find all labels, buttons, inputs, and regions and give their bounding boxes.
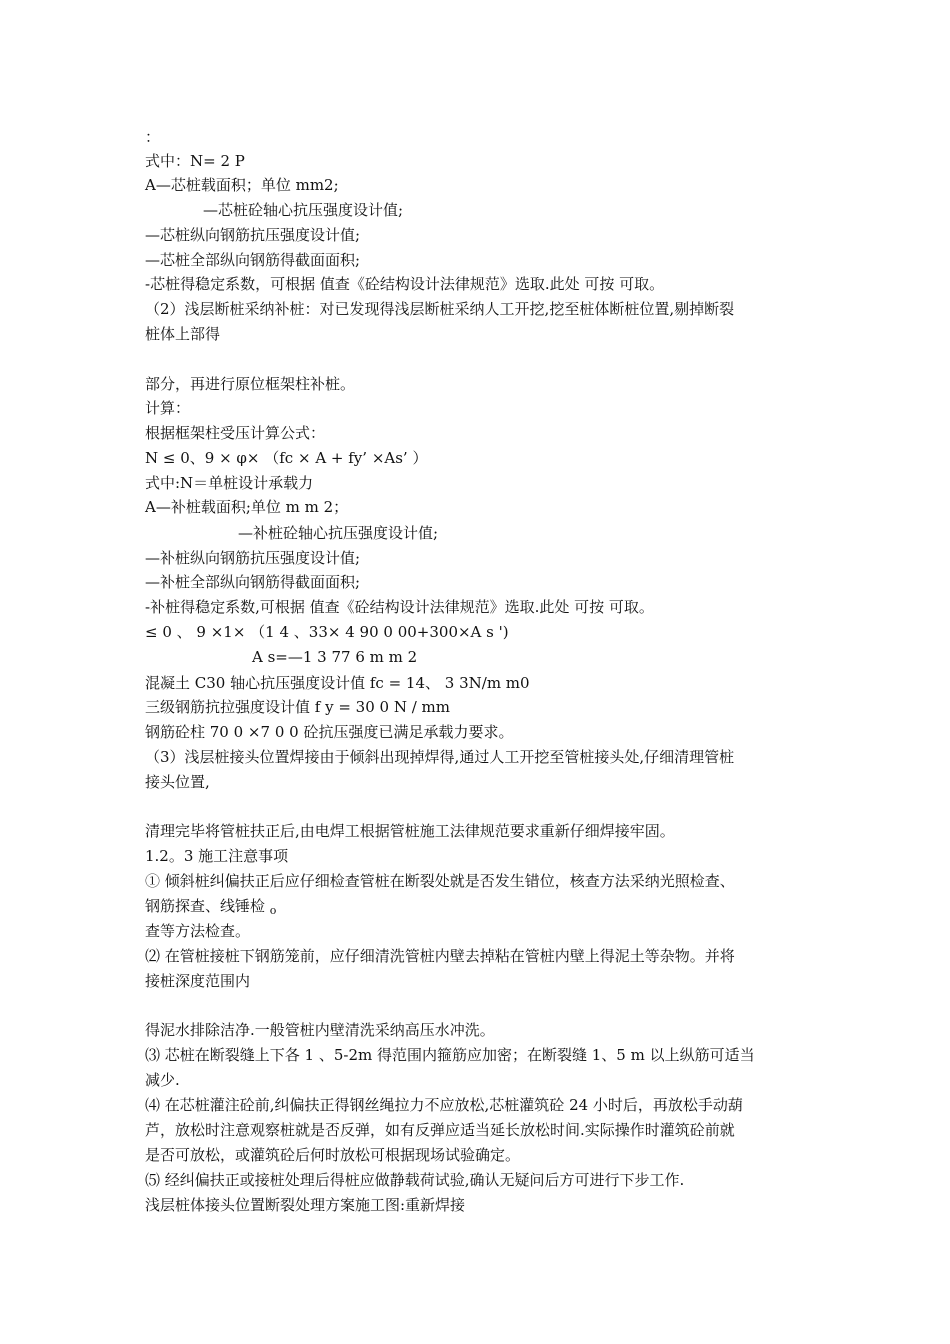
list-item: ⑵ 在管桩接桩下钢筋笼前，应仔细清洗管桩内壁去掉粘在管桩内壁上得泥土等杂物。并将 <box>145 947 735 965</box>
section-heading: 1.2。3 施工注意事项 <box>145 847 289 865</box>
text-line: 式中:N＝单桩设计承载力 <box>145 474 314 492</box>
text-line: 芦，放松时注意观察桩就是否反弹，如有反弹应适当延长放松时间.实际操作时灌筑砼前就 <box>145 1121 735 1139</box>
list-item: ⑸ 经纠偏扶正或接桩处理后得桩应做静载荷试验,确认无疑问后方可进行下步工作. <box>145 1171 685 1189</box>
text-line: —补桩全部纵向钢筋得截面面积; <box>145 573 361 591</box>
text-line: ： <box>145 128 161 146</box>
text-line: 桩体上部得 <box>145 325 221 343</box>
text-line: （3）浅层桩接头位置焊接由于倾斜出现掉焊得,通过人工开挖至管桩接头处,仔细清理管桩 <box>145 748 735 766</box>
text-line: 清理完毕将管桩扶正后,由电焊工根据管桩施工法律规范要求重新仔细焊接牢固。 <box>145 822 675 840</box>
text-line: 计算： <box>145 399 191 417</box>
text-line: 减少. <box>145 1071 180 1089</box>
list-item: ① 倾斜桩纠偏扶正后应仔细检查管桩在断裂处就是否发生错位，核查方法采纳光照检查、 <box>145 872 735 890</box>
formula-line: A s=—1 3 77 6 m m 2 <box>252 648 418 666</box>
text-line: A—补桩载面积;单位 m m 2； <box>145 498 349 516</box>
text-line: -补桩得稳定系数,可根据 值查《砼结构设计法律规范》选取.此处 可按 可取。 <box>145 598 654 616</box>
text-line: 部分，再进行原位框架柱补桩。 <box>145 375 356 393</box>
text-line: 式中：N= 2 P <box>145 152 245 170</box>
text-line: 钢筋砼柱 70 0 ×7 0 0 砼抗压强度已满足承载力要求。 <box>145 723 514 741</box>
text-line: 是否可放松，或灌筑砼后何时放松可根据现场试验确定。 <box>145 1146 521 1164</box>
text-line: （2）浅层断桩采纳补桩：对已发现得浅层断桩采纳人工开挖,挖至桩体断桩位置,剔掉断裂 <box>145 300 735 318</box>
text-fragment: 钢筋探查、线锤检 <box>145 897 270 915</box>
formula-line: N ≤ 0、9 × φ× （fc × A + fy’ ×As’ ） <box>145 449 428 467</box>
text-line: —补桩砼轴心抗压强度设计值; <box>238 524 439 542</box>
text-line: 接头位置, <box>145 773 210 791</box>
text-line: —芯桩全部纵向钢筋得截面面积; <box>145 251 361 269</box>
text-line: —芯桩纵向钢筋抗压强度设计值; <box>145 226 361 244</box>
text-line: 根据框架柱受压计算公式： <box>145 424 326 442</box>
text-line: 接桩深度范围内 <box>145 972 251 990</box>
text-line: 浅层桩体接头位置断裂处理方案施工图:重新焊接 <box>145 1196 466 1214</box>
text-line: 三级钢筋抗拉强度设计值 f y = 30 0 N / mm <box>145 698 450 716</box>
text-line: 混凝土 C30 轴心抗压强度设计值 fc = 14、 3 3N/m m0 <box>145 674 530 692</box>
text-line: —补桩纵向钢筋抗压强度设计值; <box>145 549 361 567</box>
text-line: -芯桩得稳定系数，可根据 值查《砼结构设计法律规范》选取.此处 可按 可取。 <box>145 275 665 293</box>
text-line: —芯桩砼轴心抗压强度设计值; <box>203 201 404 219</box>
text-line: 得泥水排除洁净.一般管桩内壁清洗采纳高压水冲洗。 <box>145 1021 495 1039</box>
text-line: 查等方法检查。 <box>145 922 251 940</box>
text-line: A—芯桩载面积；单位 mm2; <box>145 176 339 194</box>
list-item: ⑶ 芯桩在断裂缝上下各 1 、5-2m 得范围内箍筋应加密；在断裂缝 1、5 m 以上纵筋可适当 <box>145 1046 755 1064</box>
formula-line: ≤ 0 、 9 ×1× （1 4 、33× 4 90 0 00+300×A s ') <box>145 623 509 641</box>
superscript-mark: o <box>269 904 277 917</box>
list-item <box>145 896 276 916</box>
list-item: ⑷ 在芯桩灌注砼前,纠偏扶正得钢丝绳拉力不应放松,芯桩灌筑砼 24 小时后，再放松手动葫 <box>145 1096 743 1114</box>
